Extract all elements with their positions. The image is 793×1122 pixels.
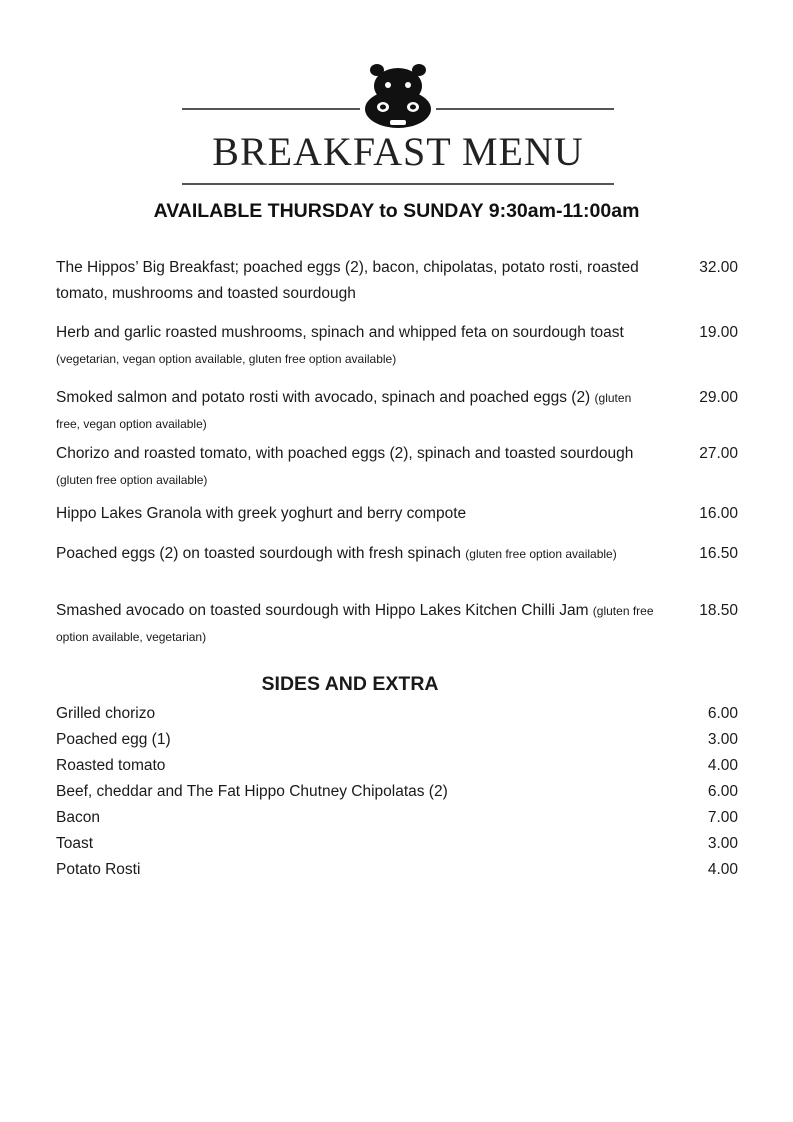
item-description: Chorizo and roasted tomato, with poached eggs (2), spinach and toasted sourdough <box>56 445 634 462</box>
item-price: 29.00 <box>699 389 738 406</box>
side-price: 4.00 <box>707 861 738 878</box>
item-price: 16.00 <box>699 505 738 522</box>
menu-item <box>56 541 740 567</box>
menu-item <box>56 501 740 527</box>
item-note: (gluten free option available, vegetarian) <box>56 604 654 644</box>
side-name: Toast <box>56 835 94 852</box>
divider-top-right <box>436 108 614 110</box>
hippo-head-icon <box>363 62 433 128</box>
side-name: Bacon <box>56 809 100 826</box>
divider-bottom <box>182 183 614 185</box>
menu-item <box>56 598 740 650</box>
menu-item <box>56 441 740 493</box>
item-price: 27.00 <box>699 445 738 462</box>
side-name: Potato Rosti <box>56 861 141 878</box>
menu-header <box>0 0 793 200</box>
side-item <box>56 805 740 831</box>
side-price: 6.00 <box>707 783 738 800</box>
side-item <box>56 753 740 779</box>
menu-item <box>56 385 740 437</box>
item-description: Hippo Lakes Granola with greek yoghurt and berry compote <box>56 505 467 522</box>
side-item <box>56 727 740 753</box>
item-price: 16.50 <box>699 545 738 562</box>
side-price: 3.00 <box>707 731 738 748</box>
side-item <box>56 831 740 857</box>
side-price: 7.00 <box>707 809 738 826</box>
side-item <box>56 701 740 727</box>
side-name: Roasted tomato <box>56 757 166 774</box>
side-price: 3.00 <box>707 835 738 852</box>
divider-top-left <box>182 108 360 110</box>
side-name: Beef, cheddar and The Fat Hippo Chutney Chipolatas (2) <box>56 783 448 800</box>
item-description: Smoked salmon and potato rosti with avocado, spinach and poached eggs (2) <box>56 389 591 406</box>
side-name: Poached egg (1) <box>56 731 171 748</box>
side-item <box>56 857 740 883</box>
menu-title: BREAKFAST MENU <box>212 129 584 174</box>
item-description: Poached eggs (2) on toasted sourdough with fresh spinach <box>56 545 461 562</box>
item-description: Herb and garlic roasted mushrooms, spinach and whipped feta on sourdough toast <box>56 324 624 341</box>
item-note: (gluten free, vegan option available) <box>56 391 632 431</box>
side-item <box>56 779 740 805</box>
item-description: Smashed avocado on toasted sourdough with Hippo Lakes Kitchen Chilli Jam <box>56 602 589 619</box>
menu-item <box>56 255 740 307</box>
sides-heading: SIDES AND EXTRA <box>261 673 439 695</box>
side-price: 6.00 <box>707 705 738 722</box>
availability-heading: AVAILABLE THURSDAY to SUNDAY 9:30am-11:00am <box>153 200 640 222</box>
item-note: (gluten free option available) <box>56 473 208 487</box>
item-price: 19.00 <box>699 324 738 341</box>
item-note: (vegetarian, vegan option available, gluten free option available) <box>56 352 397 366</box>
item-note: (gluten free option available) <box>465 547 617 561</box>
side-price: 4.00 <box>707 757 738 774</box>
item-price: 18.50 <box>699 602 738 619</box>
menu-item <box>56 320 740 372</box>
side-name: Grilled chorizo <box>56 705 156 722</box>
item-description: The Hippos’ Big Breakfast; poached eggs (2), bacon, chipolatas, potato rosti, roasted tomato, mushrooms and toasted sourdough <box>56 259 639 302</box>
item-price: 32.00 <box>699 259 738 276</box>
